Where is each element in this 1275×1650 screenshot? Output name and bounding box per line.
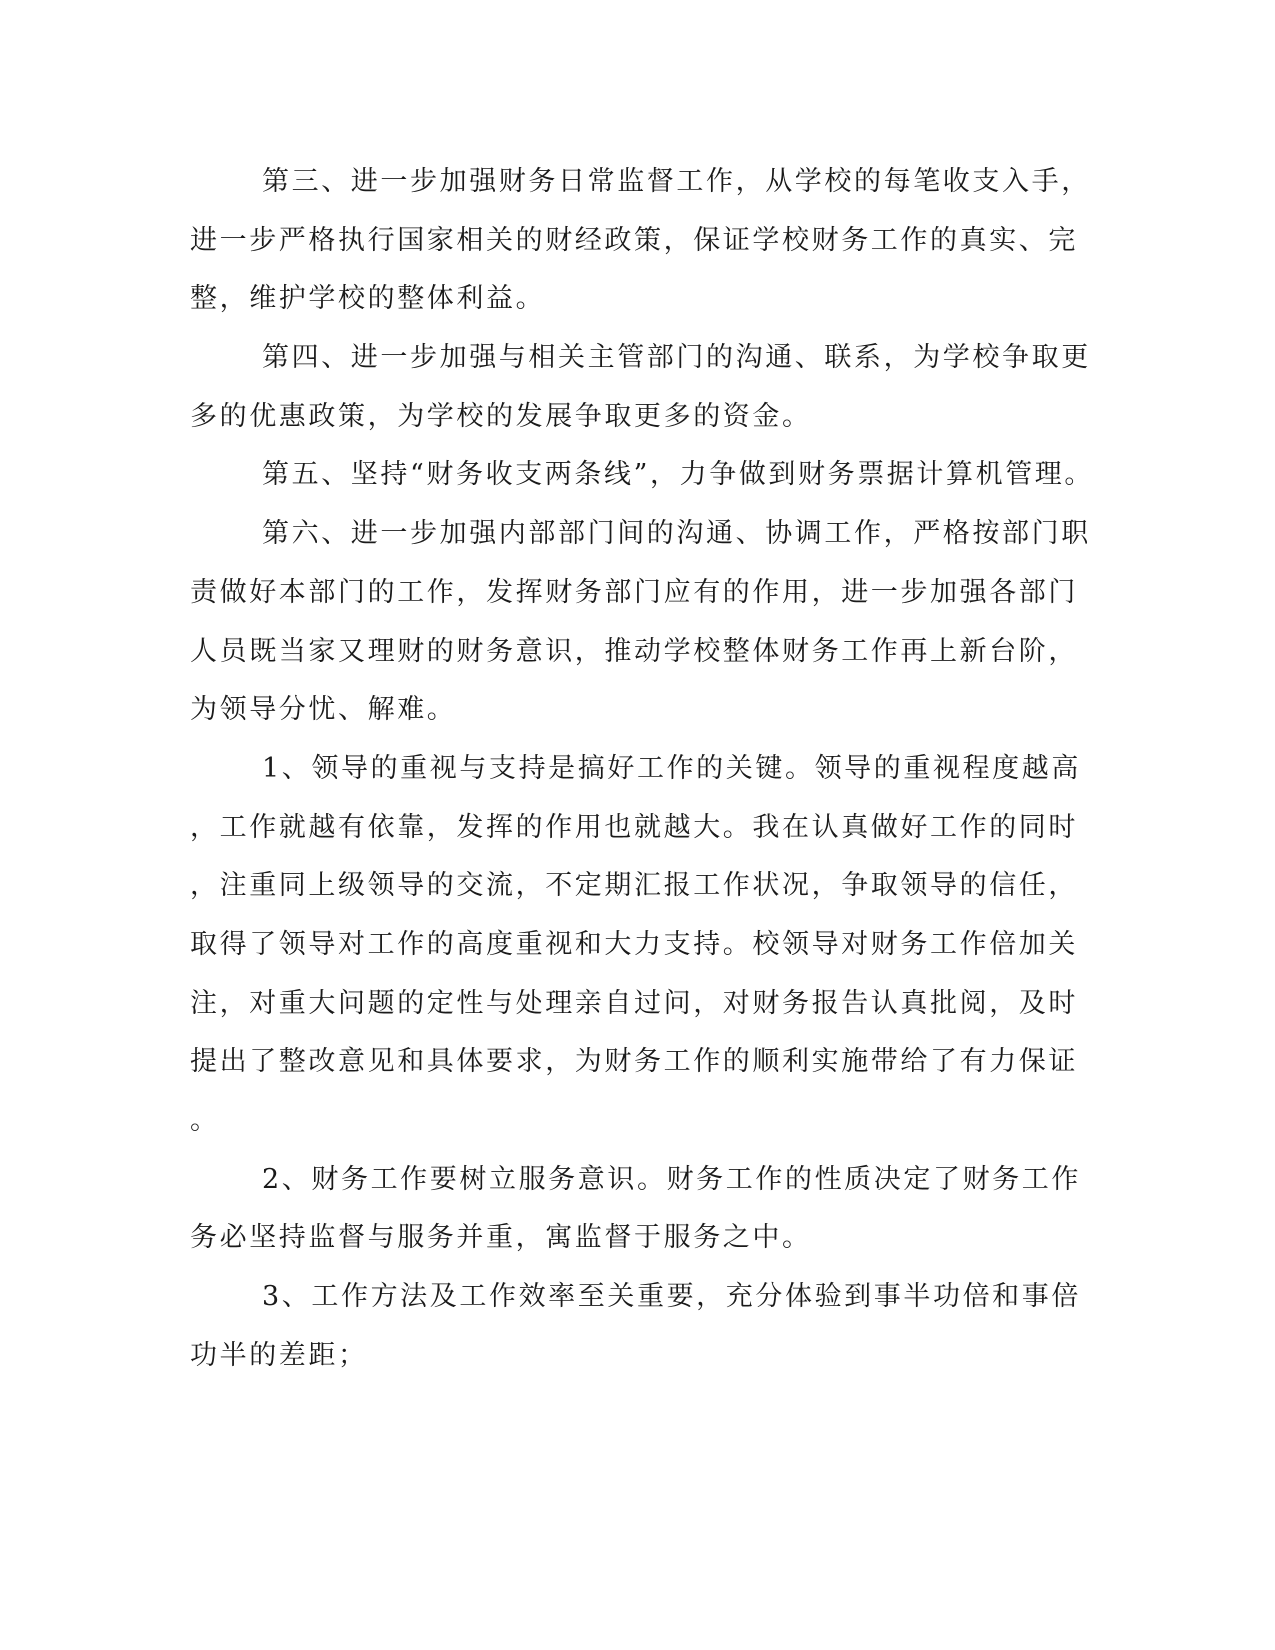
text-line: 整，维护学校的整体利益。 [190,283,546,314]
text-line: 多的优惠政策，为学校的发展争取更多的资金。 [190,401,812,432]
text-line: 取得了领导对工作的高度重视和大力支持。校领导对财务工作倍加关 [190,929,1078,960]
text-line: 责做好本部门的工作，发挥财务部门应有的作用，进一步加强各部门 [190,577,1078,608]
text-line: 。 [190,1105,220,1136]
text-line: 第四、进一步加强与相关主管部门的沟通、联系，为学校争取更 [262,342,1091,373]
text-line: 务必坚持监督与服务并重，寓监督于服务之中。 [190,1222,812,1253]
text-line: 2、财务工作要树立服务意识。财务工作的性质决定了财务工作 [262,1164,1081,1195]
text-line: 第三、进一步加强财务日常监督工作，从学校的每笔收支入手， [262,166,1091,197]
text-line: 第五、坚持“财务收支两条线”，力争做到财务票据计算机管理。 [262,459,1095,490]
text-line: 注，对重大问题的定性与处理亲自过问，对财务报告认真批阅，及时 [190,988,1078,1019]
text-line: 功半的差距； [190,1340,368,1371]
text-line: ，注重同上级领导的交流，不定期汇报工作状况，争取领导的信任， [190,870,1078,901]
text-line: 进一步严格执行国家相关的财经政策，保证学校财务工作的真实、完 [190,225,1078,256]
text-line: ，工作就越有依靠，发挥的作用也就越大。我在认真做好工作的同时 [190,812,1078,843]
text-line: 3、工作方法及工作效率至关重要，充分体验到事半功倍和事倍 [262,1281,1081,1312]
text-line: 第六、进一步加强内部部门间的沟通、协调工作，严格按部门职 [262,518,1091,549]
text-line: 提出了整改意见和具体要求，为财务工作的顺利实施带给了有力保证 [190,1046,1078,1077]
text-line: 人员既当家又理财的财务意识，推动学校整体财务工作再上新台阶， [190,636,1078,667]
text-line: 1、领导的重视与支持是搞好工作的关键。领导的重视程度越高 [262,753,1081,784]
text-line: 为领导分忧、解难。 [190,694,457,725]
